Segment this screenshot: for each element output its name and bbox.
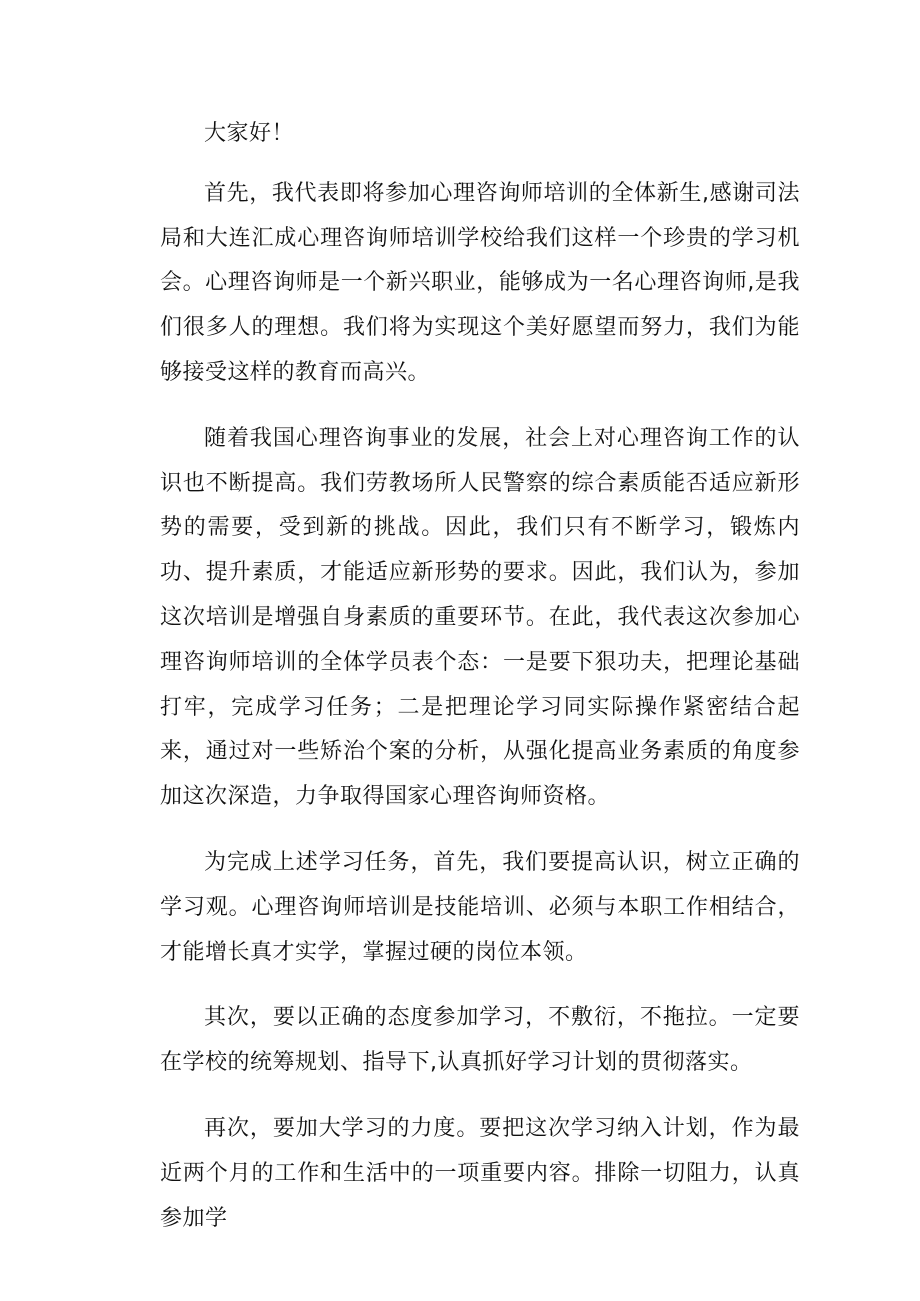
document-body — [160, 112, 800, 1262]
greeting-paragraph: 大家好！ — [204, 121, 295, 146]
paragraph-2: 随着我国心理咨询事业的发展，社会上对心理咨询工作的认识也不断提高。我们劳教场所人民警察的综合素质能否适应新形势的需要，受到新的挑战。因此，我们只有不断学习，锻炼内功、提升素质，才能适应新形势的要求。因此，我们认为，参加这次培训是增强自身素质的重要环节。在此，我代表这次参加心理咨询师培训的全体学员表个态：一是要下狠功夫，把理论基础打牢，完成学习任务；二是把理论学习同实际操作紧密结合起来，通过对一些矫治个案的分析，从强化提高业务素质的角度参加这次深造，力争取得国家心理咨询师资格。 — [160, 425, 800, 810]
paragraph-5: 再次，要加大学习的力度。要把这次学习纳入计划，作为最近两个月的工作和生活中的一项重要内容。排除一切阻力，认真参加学 — [160, 1115, 800, 1231]
paragraph-1: 首先，我代表即将参加心理咨询师培训的全体新生,感谢司法局和大连汇成心理咨询师培训学校给我们这样一个珍贵的学习机会。心理咨询师是一个新兴职业，能够成为一名心理咨询师,是我们很多人的理想。我们将为实现这个美好愿望而努力，我们为能够接受这样的教育而高兴。 — [160, 180, 800, 385]
paragraph-3: 为完成上述学习任务，首先，我们要提高认识，树立正确的学习观。心理咨询师培训是技能培训、必须与本职工作相结合，才能增长真才实学，掌握过硬的岗位本领。 — [160, 849, 800, 965]
paragraph-4: 其次，要以正确的态度参加学习，不敷衍，不拖拉。一定要在学校的统筹规划、指导下,认真抓好学习计划的贯彻落实。 — [160, 1005, 800, 1076]
